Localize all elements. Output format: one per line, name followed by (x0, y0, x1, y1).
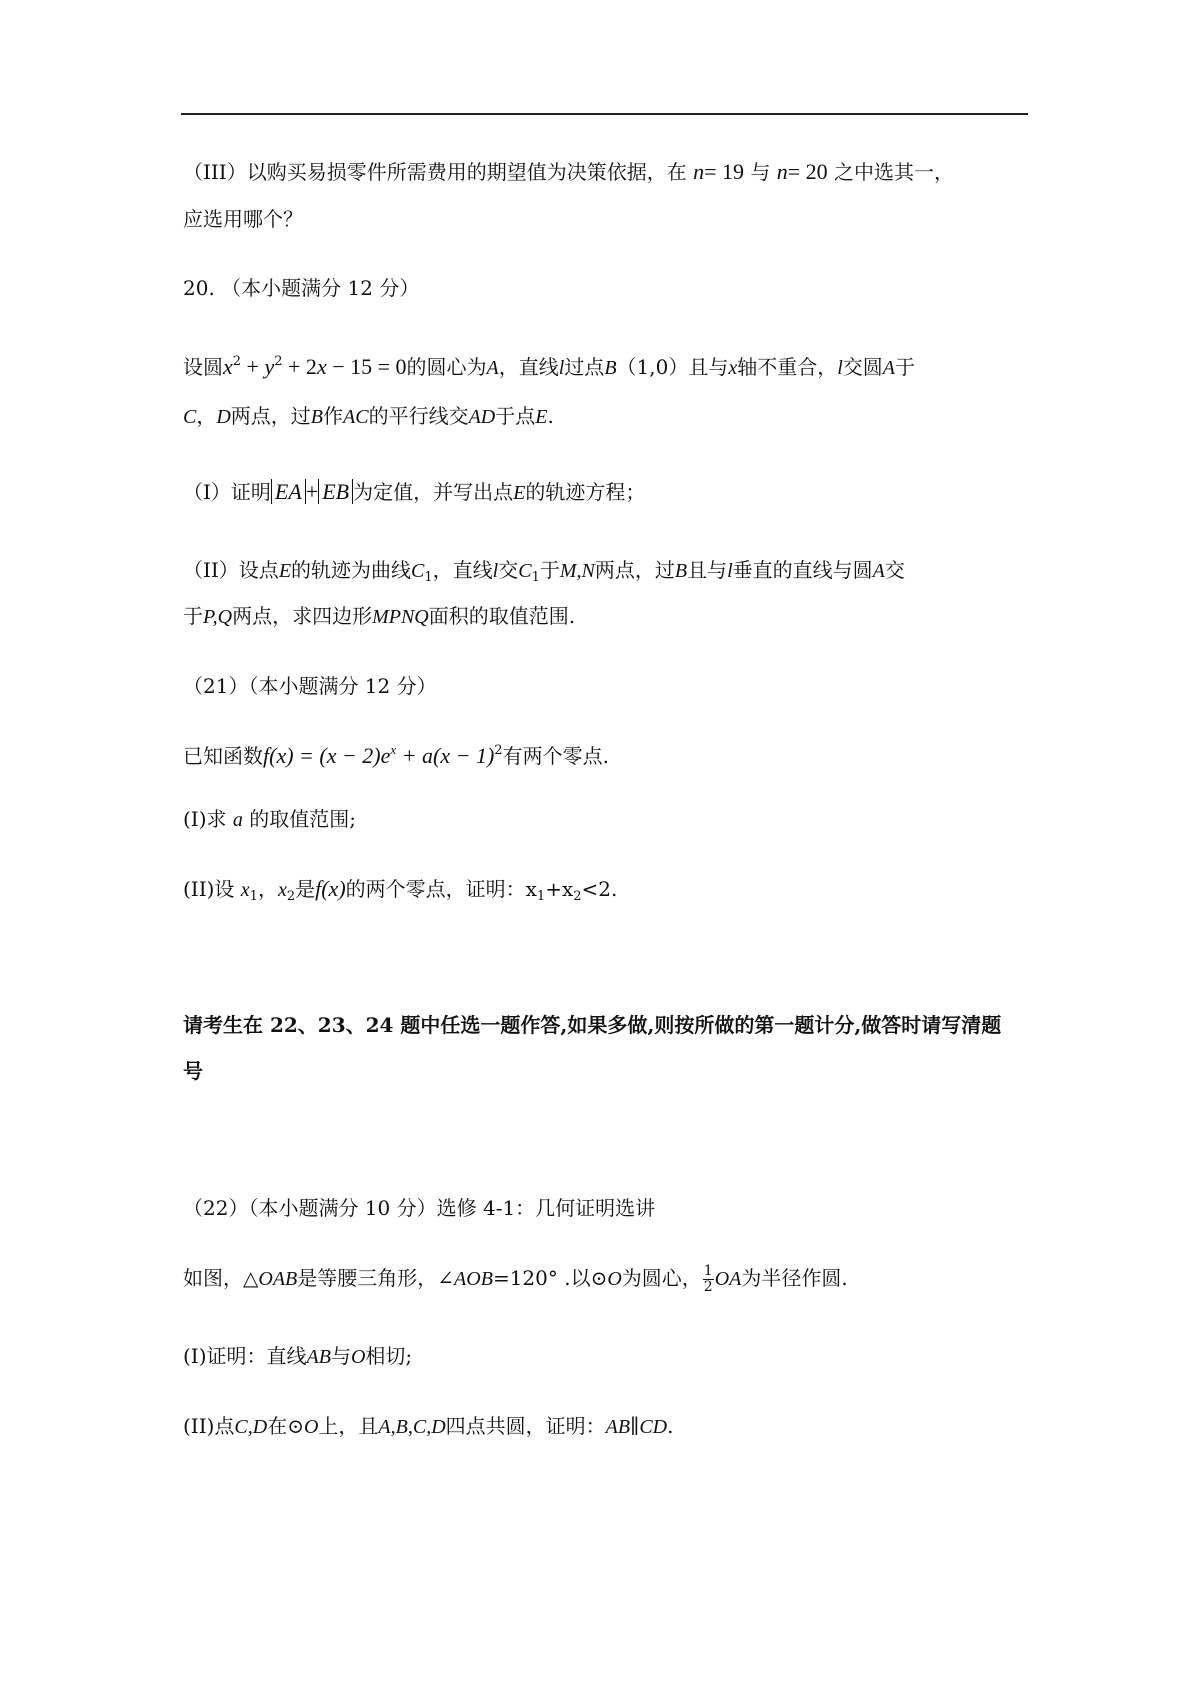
q20-part2-line2: 于P,Q两点，求四边形MPNQ面积的取值范围. (183, 604, 576, 628)
fraction-one-half: $\frac{1}{2}$ (703, 1263, 713, 1295)
header-rule (181, 113, 1028, 115)
q22-part1: (I)证明：直线AB与O相切; (183, 1344, 413, 1368)
notice-line2: 号 (183, 1059, 203, 1083)
q20-part2-line1: （II）设点E的轨迹为曲线$C_1$，直线l交$C_1$于M,N两点，过B且与l垂直的直线与圆A交 (183, 558, 905, 585)
q21-part1: (I)求 a 的取值范围; (183, 807, 356, 831)
q19-part3-line1: （III）以购买易损零件所需费用的期望值为决策依据，在 n= 19 与 n= 20 之中选其一， (183, 159, 954, 184)
q22-statement: 如图，△OAB是等腰三角形，∠AOB=120° .以⊙O为圆心， $\frac{1}{2}$ OA为半径作圆. (183, 1263, 848, 1295)
q21-heading: （21）（本小题满分 12 分） (183, 674, 437, 698)
q20-heading: 20. （本小题满分 12 分） (183, 276, 420, 300)
q21-part2: (II)设 $x_1$，$x_2$是f(x)的两个零点，证明：$x_1+x_2<2$. (183, 876, 618, 904)
q20-part1: （I）证明 EA + EB 为定值，并写出点E的轨迹方程； (183, 479, 646, 504)
q19-part3-line2: 应选用哪个？ (183, 207, 303, 231)
q22-heading: （22）（本小题满分 10 分）选修 4-1：几何证明选讲 (183, 1196, 656, 1220)
q20-statement-line2: C，D两点，过B作AC的平行线交AD于点E. (183, 404, 554, 428)
q21-statement: 已知函数$f(x) = (x - 2)e^x + a(x - 1)^2$有两个零点. (183, 742, 609, 768)
q20-statement-line1: 设圆$x^2 + y^2 + 2x - 15 = 0$的圆心为A，直线l过点B（1,0）且与x轴不重合，l交圆A于 (183, 354, 916, 379)
notice-line1: 请考生在 22、23、24 题中任选一题作答,如果多做,则按所做的第一题计分,做答时请写清题 (183, 1013, 1002, 1037)
q22-part2: (II)点C,D在⊙O上，且A,B,C,D四点共圆，证明：AB∥CD. (183, 1414, 674, 1438)
